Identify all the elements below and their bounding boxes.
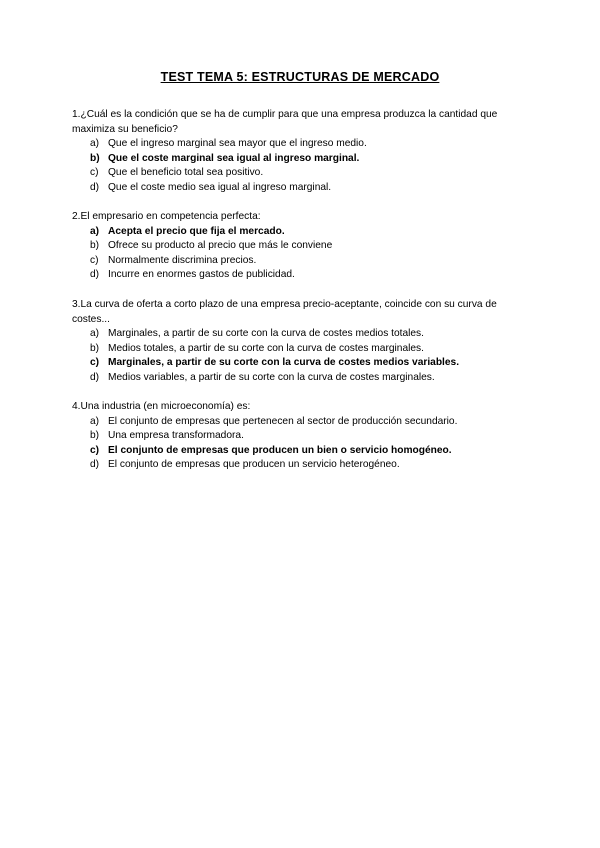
question-text: 4.Una industria (en microeconomía) es: [72, 401, 251, 412]
option-a: a) El conjunto de empresas que pertenecen al sector de producción secundario. [90, 415, 458, 427]
option-d: d) El conjunto de empresas que producen un servicio heterogéneo. [90, 459, 400, 470]
option-c-correct: c) El conjunto de empresas que producen un bien o servicio homogéneo. [90, 444, 452, 456]
option-c: c) Que el beneficio total sea positivo. [90, 167, 264, 178]
options-list [72, 327, 530, 385]
question-text: 2.El empresario en competencia perfecta: [72, 211, 261, 222]
question-1 [72, 108, 530, 195]
question-4 [72, 400, 530, 473]
options-list [72, 225, 530, 283]
question-text: 1.¿Cuál es la condición que se ha de cumplir para que una empresa produzca la cantidad que maximiza su beneficio? [72, 109, 498, 135]
page-title: TEST TEMA 5: ESTRUCTURAS DE MERCADO [160, 70, 440, 84]
question-text: 3.La curva de oferta a corto plazo de una empresa precio-aceptante, coincide con su curva de costes... [72, 299, 497, 325]
option-c: c) Normalmente discrimina precios. [90, 254, 257, 266]
option-b: b) Una empresa transformadora. [90, 430, 244, 441]
option-c-correct: c) Marginales, a partir de su corte con la curva de costes medios variables. [90, 357, 460, 368]
option-b-correct: b) Que el coste marginal sea igual al ingreso marginal. [90, 152, 360, 164]
option-b: b) Ofrece su producto al precio que más le conviene [90, 240, 333, 251]
option-b: b) Medios totales, a partir de su corte con la curva de costes marginales. [90, 342, 424, 354]
question-2 [72, 210, 530, 283]
option-d: d) Incurre en enormes gastos de publicidad. [90, 269, 295, 280]
option-a: a) Marginales, a partir de su corte con la curva de costes medios totales. [90, 328, 424, 339]
options-list [72, 415, 530, 473]
question-3 [72, 298, 530, 385]
option-a: a) Que el ingreso marginal sea mayor que el ingreso medio. [90, 138, 367, 149]
option-a-correct: a) Acepta el precio que fija el mercado. [90, 225, 285, 237]
option-d: d) Que el coste medio sea igual al ingreso marginal. [90, 181, 332, 193]
option-d: d) Medios variables, a partir de su corte con la curva de costes marginales. [90, 371, 435, 383]
options-list [72, 137, 530, 195]
